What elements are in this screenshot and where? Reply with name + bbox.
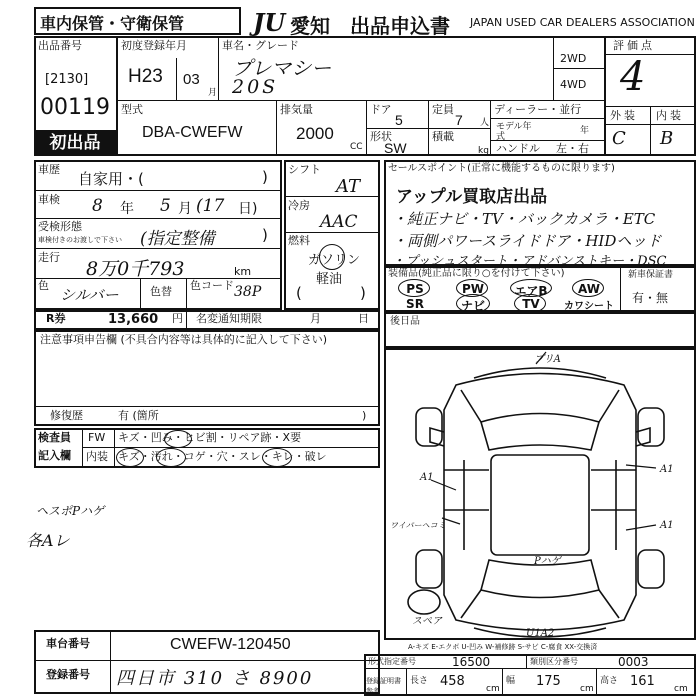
after-items-label: 後日品 (390, 316, 420, 327)
mileage-unit: km (234, 265, 252, 278)
reg-number: 四日市 310 さ 8900 (116, 668, 314, 689)
recycle-label: R券 (46, 312, 66, 325)
inspector-row1-head: FW (88, 431, 106, 444)
damage-note-rear: U1A2 (526, 628, 555, 638)
repair-label: 修復歴 (50, 409, 83, 422)
inspector-row2: キズ・汚れ・コゲ・穴・スレ・キレ・破レ (118, 450, 327, 463)
repair-close: ) (362, 409, 367, 422)
doors-label: ドア (370, 103, 392, 116)
wheel-front-right (638, 408, 664, 446)
fuel-circle (319, 244, 345, 270)
selling-points-label: セールスポイント(正常に機能するものに限ります) (388, 163, 615, 174)
equip-pw: PW (461, 282, 485, 296)
length-label: 長さ (410, 676, 429, 686)
inspector-circle-dirt (156, 448, 186, 467)
model-label: 型式 (121, 103, 143, 116)
exterior-grade: C (612, 128, 626, 149)
chassis-number: CWEFW-120450 (170, 636, 291, 653)
dealer-label: ディーラー・並行 (494, 103, 582, 116)
new-car-warranty-value: 有・無 (632, 291, 669, 305)
equip-tv: TV (522, 297, 540, 311)
front-windshield (481, 414, 599, 451)
equip-circle-navi (456, 294, 490, 313)
new-car-warranty-label: 新車保証書 (628, 270, 674, 280)
cc-unit: CC (350, 142, 363, 152)
ref-label: 登録証明書参考 (366, 677, 401, 695)
color-label: 色 (38, 279, 49, 292)
wheel-rear-right (638, 550, 664, 588)
type-label: 形式指定番号 (368, 657, 416, 666)
width-unit: cm (580, 684, 594, 694)
kg-unit: kg (478, 146, 489, 156)
ac-label: 冷房 (288, 199, 310, 212)
doors-value: 5 (395, 112, 403, 128)
shape-label: 形状 (370, 130, 392, 143)
equip-aw: AW (578, 282, 600, 296)
damage-note-right-2: A1 (660, 520, 674, 531)
first-listing-badge: 初出品 (34, 130, 116, 156)
equip-airbag: エアB (514, 284, 548, 298)
load-label: 積載 (432, 130, 454, 143)
score-label: 評価点 (613, 39, 655, 52)
shift-value: AT (336, 176, 361, 197)
length-unit: cm (486, 684, 500, 694)
handle-options: 左・右 (556, 142, 589, 155)
association-name: JAPAN USED CAR DEALERS ASSOCIATION (470, 16, 695, 29)
displacement-label: 排気量 (280, 103, 313, 116)
inspection-year-unit: 年 (120, 201, 134, 217)
ac-value: AAC (320, 212, 358, 232)
tax-deadline-label: 名変通知期限 (196, 312, 262, 325)
handle-label: ハンドル (496, 142, 540, 155)
car-name-label: 車名・グレード (222, 39, 299, 52)
recycle-yen: 円 (172, 312, 183, 325)
lot-bracket-code: [2130] (45, 72, 89, 87)
color-code: 38P (234, 284, 262, 300)
damage-note-paint: Pハゲ (534, 556, 561, 567)
after-items-block (384, 312, 696, 348)
registration-era-year: H23 (128, 66, 163, 87)
lot-label: 出品番号 (38, 39, 82, 52)
inspector-circle-dent (164, 430, 192, 448)
mileage-value: 8万0千793 (86, 258, 185, 280)
color-code-label: 色コード (190, 279, 234, 292)
inspector-circle-wear (262, 448, 292, 467)
exterior-label: 外装 (610, 109, 638, 122)
lot-number: 00119 (40, 95, 110, 120)
car-grade: 20S (232, 76, 279, 98)
model-code: DBA-CWEFW (142, 124, 243, 141)
interior-grade: B (660, 128, 674, 149)
usage-label: 車歴 (38, 163, 60, 176)
interior-label: 内装 (656, 109, 684, 122)
fuel-label: 燃料 (288, 234, 310, 247)
registration-month: 03 (183, 71, 200, 88)
roof (491, 455, 589, 555)
form-title: 出品申込書 (350, 14, 450, 38)
wheel-rear-left (416, 550, 442, 588)
receive-label: 受検形態 (38, 220, 82, 233)
inspection-day: (17 (196, 196, 225, 216)
model-year-label: モデル年式 (496, 122, 532, 142)
inspector-row2-head: 内装 (86, 450, 108, 463)
storage-tag: 車内保管・守衛保管 (40, 14, 185, 33)
spare-tire (408, 590, 440, 614)
equip-leather-seat: カワシート (564, 301, 614, 312)
capacity-value: 7 (455, 112, 463, 128)
tax-month: 月 (310, 312, 321, 325)
color-value: シルバー (60, 286, 119, 304)
width-label: 幅 (506, 676, 516, 686)
damage-note-spare: スペア (412, 616, 442, 627)
width-value: 175 (536, 674, 561, 689)
selling-line1: ・純正ナビ・TV・バックカメラ・ETC (392, 210, 656, 228)
top-table (34, 36, 696, 156)
notes-label: 注意事項申告欄 (不具合内容等は具体的に記入して下さい) (40, 333, 328, 346)
inspection-month-unit: 月 (178, 201, 192, 217)
mileage-label: 走行 (38, 251, 60, 264)
fuel-paren-close: ) (360, 284, 366, 302)
shift-label: シフト (288, 163, 321, 176)
damage-legend: A-キズ E-エクボ U-凹み W-補修跡 S-サビ C-腐食 XX-交換済 (408, 643, 598, 651)
receive-value: (指定整備 (140, 229, 215, 249)
score-value: 4 (620, 54, 646, 100)
equip-ps: PS (406, 282, 424, 296)
selling-headline: アップル買取店出品 (396, 187, 548, 207)
height-label: 高さ (600, 676, 619, 686)
car-body-outline (444, 374, 636, 631)
person-unit: 人 (480, 118, 490, 128)
damage-note-front: ブリA (534, 354, 561, 365)
equip-circle-tv (514, 294, 546, 313)
receive-sub: 車検付きのお渡しで下さい (38, 236, 122, 244)
drive-2wd: 2WD (560, 52, 587, 65)
inspection-label: 車検 (38, 193, 60, 206)
ju-logo: JU (253, 8, 286, 37)
equip-sr: SR (406, 297, 424, 311)
equip-circle-ps (398, 279, 430, 297)
equipment-label: 装備品(純正品に限り○を付けて下さい) (388, 268, 565, 279)
car-diagram (386, 350, 694, 638)
height-value: 161 (630, 674, 655, 689)
repair-value: 有 (箇所 (118, 409, 159, 422)
fuel-paren-open: ( (296, 284, 302, 302)
inspector-row1: キズ・凹み・ヒビ割・リペア跡・X要 (118, 431, 302, 444)
wheel-front-left (416, 408, 442, 446)
fuel-diesel: 軽油 (316, 272, 343, 287)
repaint-label: 色替 (150, 285, 172, 298)
inspection-year: 8 (92, 196, 103, 216)
shape-value: SW (384, 140, 407, 156)
reg-label: 登録番号 (46, 668, 90, 681)
inspector-label-2: 記入欄 (38, 449, 71, 462)
recycle-amount: 13,660 (108, 312, 159, 327)
receive-close: ) (262, 226, 268, 244)
length-value: 458 (440, 674, 465, 689)
damage-note-left-1: A1 (420, 472, 434, 483)
class-value: 0003 (618, 655, 649, 669)
remark-2: 各Aレ (26, 531, 70, 550)
inspector-circle-scratch (116, 448, 144, 467)
selling-line2: ・両側パワースライドドア・HIDヘッド (392, 232, 662, 250)
height-unit: cm (674, 684, 688, 694)
damage-note-right-1: A1 (660, 464, 674, 475)
registration-month-unit: 月 (208, 88, 218, 98)
displacement-value: 2000 (296, 124, 334, 143)
damage-note-left-wiper: ワイパーヘコミ (390, 521, 446, 530)
equip-circle-aw (572, 279, 604, 297)
fuel-gasoline: ガソリン (308, 253, 361, 268)
inspection-day-unit: 日) (238, 201, 258, 217)
capacity-label: 定員 (432, 103, 454, 116)
usage-close: ) (262, 168, 268, 186)
drive-4wd: 4WD (560, 78, 587, 91)
type-value: 16500 (452, 655, 491, 669)
chassis-label: 車台番号 (46, 637, 90, 650)
selling-line3: ・プッシュスタート・アドバンストキー・DSC (392, 254, 667, 269)
car-name: プレマシー (232, 56, 332, 80)
remark-1: ヘスポPハゲ (36, 504, 105, 518)
registration-label: 初度登録年月 (121, 39, 187, 52)
inspector-label-1: 検査員 (38, 431, 71, 444)
year-unit: 年 (580, 126, 590, 136)
usage-value: 自家用・( (78, 170, 144, 188)
tax-day: 日 (358, 312, 369, 325)
class-label: 類別区分番号 (530, 657, 578, 666)
inspection-month: 5 (160, 196, 171, 216)
aichi-label: 愛知 (290, 14, 330, 38)
equip-navi: ナビ (460, 299, 485, 313)
